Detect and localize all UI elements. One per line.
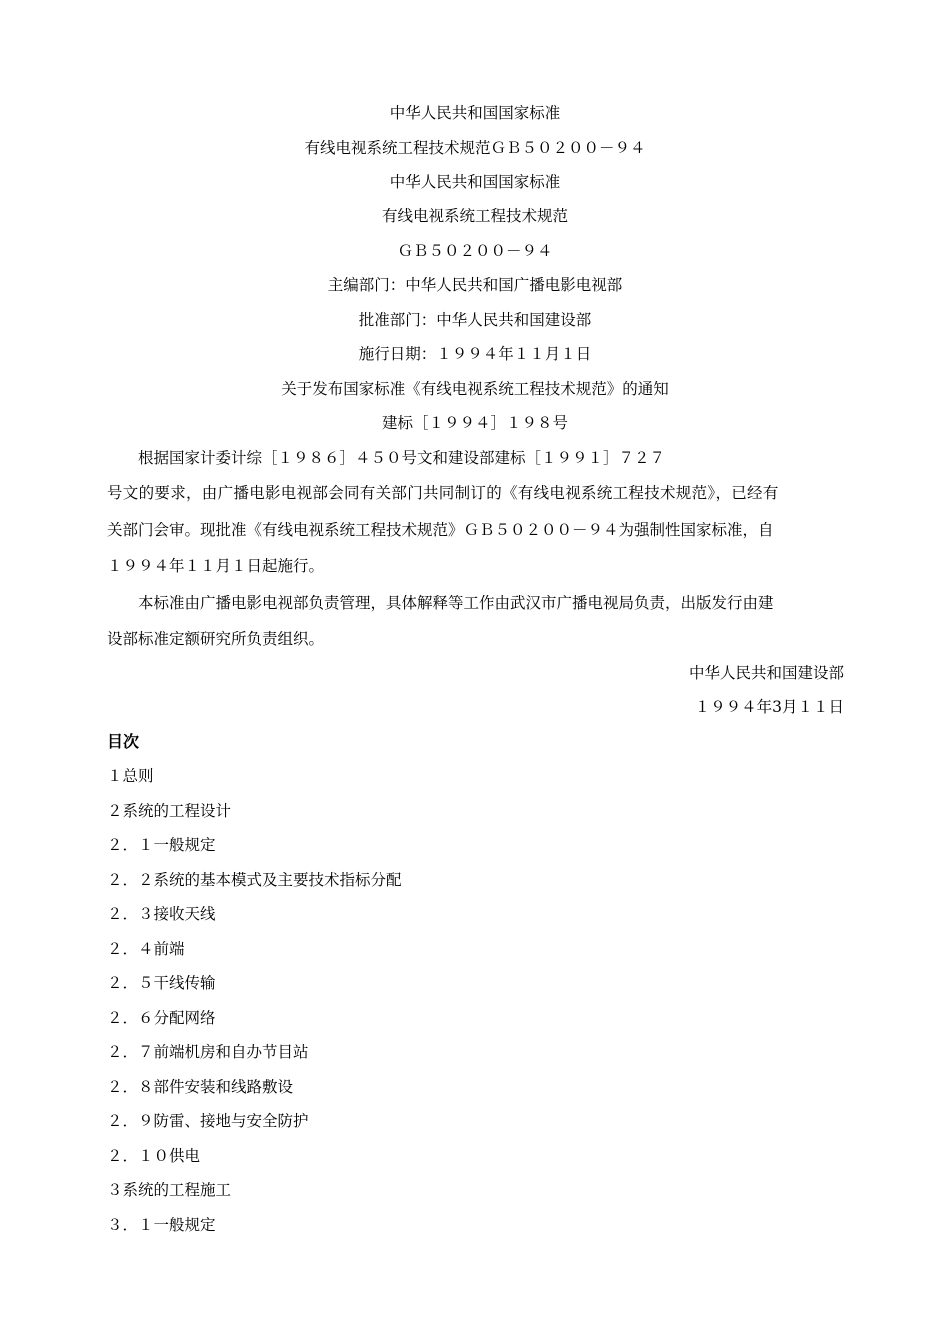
toc-item: ２．５干线传输 — [107, 974, 216, 992]
toc-item: ２．１０供电 — [107, 1147, 201, 1165]
header-line-1: 中华人民共和国国家标准 — [389, 104, 561, 122]
header-line-4: 有线电视系统工程技术规范 — [381, 207, 568, 225]
toc-item: ２．７前端机房和自办节目站 — [107, 1043, 309, 1061]
header-line-3: 中华人民共和国国家标准 — [389, 173, 561, 191]
toc-item: ２．９防雷、接地与安全防护 — [107, 1112, 309, 1130]
header-line-2: 有线电视系统工程技术规范ＧＢ５０２００－９４ — [304, 139, 646, 157]
toc-item: ２．４前端 — [107, 940, 185, 958]
signature-org: 中华人民共和国建设部 — [688, 664, 844, 682]
header-line-6: 主编部门：中华人民共和国广播电影电视部 — [327, 276, 623, 294]
toc-item: ３．１一般规定 — [107, 1216, 216, 1234]
toc-item: ２．８部件安装和线路敷设 — [107, 1078, 294, 1096]
paragraph-2-line-2: 设部标准定额研究所负责组织。 — [107, 630, 325, 648]
toc-title: 目次 — [107, 732, 140, 751]
signature-date: １９９４年3月１１日 — [694, 698, 844, 716]
toc-item: ２．２系统的基本模式及主要技术指标分配 — [107, 871, 402, 889]
header-line-7: 批准部门：中华人民共和国建设部 — [358, 311, 592, 329]
header-line-5: ＧＢ５０２００－９４ — [397, 242, 553, 260]
header-line-8: 施行日期：１９９４年１１月１日 — [358, 345, 592, 363]
toc-item: ２．６分配网络 — [107, 1009, 216, 1027]
paragraph-1-line-3: 关部门会审。现批准《有线电视系统工程技术规范》ＧＢ５０２００－９４为强制性国家标准，自 — [107, 521, 774, 539]
toc-item: ２．３接收天线 — [107, 905, 216, 923]
paragraph-1-line-1: 根据国家计委计综［１９８６］４５０号文和建设部建标［１９９１］７２７ — [138, 449, 666, 467]
paragraph-1-line-4: １９９４年１１月１日起施行。 — [107, 557, 325, 575]
toc-item: １总则 — [107, 767, 154, 785]
paragraph-2-line-1: 本标准由广播电影电视部负责管理，具体解释等工作由武汉市广播电视局负责，出版发行由建 — [138, 594, 774, 612]
paragraph-1-line-2: 号文的要求，由广播电影电视部会同有关部门共同制订的《有线电视系统工程技术规范》，已经有 — [107, 484, 779, 502]
toc-item: ３系统的工程施工 — [107, 1181, 232, 1199]
toc-item: ２．１一般规定 — [107, 836, 216, 854]
header-line-10: 建标［１９９４］１９８号 — [381, 414, 568, 432]
toc-item: ２系统的工程设计 — [107, 802, 232, 820]
header-line-9: 关于发布国家标准《有线电视系统工程技术规范》的通知 — [281, 380, 669, 398]
